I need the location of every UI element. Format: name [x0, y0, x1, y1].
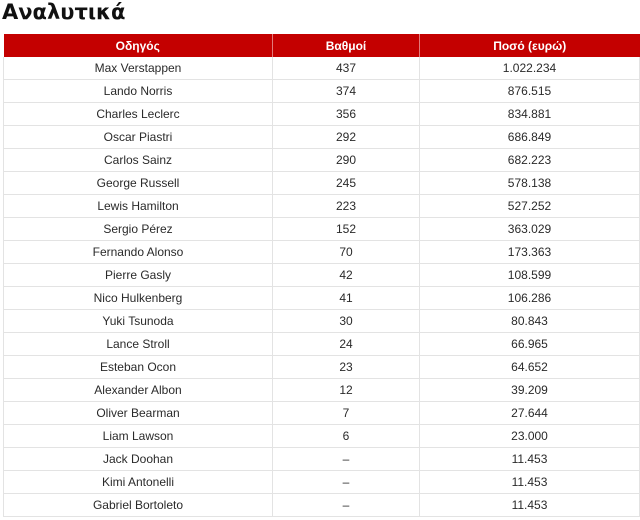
points-cell: 23: [273, 356, 420, 379]
points-cell: 152: [273, 218, 420, 241]
points-cell: 6: [273, 425, 420, 448]
amount-cell: 64.652: [420, 356, 640, 379]
amount-cell: 106.286: [420, 287, 640, 310]
amount-cell: 11.453: [420, 494, 640, 517]
driver-cell: Sergio Pérez: [4, 218, 273, 241]
column-header-driver: Οδηγός: [4, 34, 273, 57]
driver-cell: George Russell: [4, 172, 273, 195]
table-row: [4, 425, 640, 448]
points-cell: 245: [273, 172, 420, 195]
amount-cell: 108.599: [420, 264, 640, 287]
points-cell: –: [273, 448, 420, 471]
amount-cell: 578.138: [420, 172, 640, 195]
points-cell: –: [273, 471, 420, 494]
table-row: [4, 448, 640, 471]
column-header-amount: Ποσό (ευρώ): [420, 34, 640, 57]
table-row: [4, 264, 640, 287]
points-cell: 223: [273, 195, 420, 218]
table-row: [4, 218, 640, 241]
points-cell: 290: [273, 149, 420, 172]
table-row: [4, 356, 640, 379]
points-cell: 374: [273, 80, 420, 103]
table-row: [4, 494, 640, 517]
points-cell: 437: [273, 57, 420, 80]
table-row: [4, 379, 640, 402]
amount-cell: 80.843: [420, 310, 640, 333]
driver-cell: Kimi Antonelli: [4, 471, 273, 494]
table-body: [4, 57, 640, 517]
table-row: [4, 149, 640, 172]
table-row: [4, 57, 640, 80]
table-row: [4, 402, 640, 425]
driver-cell: Oliver Bearman: [4, 402, 273, 425]
points-cell: 24: [273, 333, 420, 356]
driver-cell: Fernando Alonso: [4, 241, 273, 264]
driver-cell: Esteban Ocon: [4, 356, 273, 379]
table-row: [4, 287, 640, 310]
driver-cell: Yuki Tsunoda: [4, 310, 273, 333]
amount-cell: 173.363: [420, 241, 640, 264]
table-row: [4, 172, 640, 195]
points-cell: 30: [273, 310, 420, 333]
amount-cell: 27.644: [420, 402, 640, 425]
driver-cell: Oscar Piastri: [4, 126, 273, 149]
amount-cell: 834.881: [420, 103, 640, 126]
table-row: [4, 471, 640, 494]
driver-cell: Gabriel Bortoleto: [4, 494, 273, 517]
table-row: [4, 333, 640, 356]
driver-cell: Alexander Albon: [4, 379, 273, 402]
driver-cell: Liam Lawson: [4, 425, 273, 448]
driver-cell: Nico Hulkenberg: [4, 287, 273, 310]
amount-cell: 363.029: [420, 218, 640, 241]
header-row: [4, 34, 640, 57]
page-title: Αναλυτικά: [2, 0, 126, 24]
results-table: [3, 34, 640, 517]
points-cell: –: [273, 494, 420, 517]
points-cell: 41: [273, 287, 420, 310]
table-row: [4, 80, 640, 103]
table-row: [4, 241, 640, 264]
amount-cell: 11.453: [420, 448, 640, 471]
driver-cell: Lance Stroll: [4, 333, 273, 356]
table-header: [4, 34, 640, 57]
amount-cell: 1.022.234: [420, 57, 640, 80]
amount-cell: 682.223: [420, 149, 640, 172]
points-cell: 70: [273, 241, 420, 264]
points-cell: 7: [273, 402, 420, 425]
column-header-points: Βαθμοί: [273, 34, 420, 57]
amount-cell: 686.849: [420, 126, 640, 149]
driver-cell: Max Verstappen: [4, 57, 273, 80]
table-row: [4, 126, 640, 149]
amount-cell: 66.965: [420, 333, 640, 356]
amount-cell: 39.209: [420, 379, 640, 402]
table-row: [4, 103, 640, 126]
points-cell: 356: [273, 103, 420, 126]
driver-cell: Pierre Gasly: [4, 264, 273, 287]
driver-cell: Jack Doohan: [4, 448, 273, 471]
driver-cell: Lewis Hamilton: [4, 195, 273, 218]
points-cell: 12: [273, 379, 420, 402]
driver-cell: Charles Leclerc: [4, 103, 273, 126]
driver-cell: Carlos Sainz: [4, 149, 273, 172]
driver-cell: Lando Norris: [4, 80, 273, 103]
table-row: [4, 310, 640, 333]
amount-cell: 11.453: [420, 471, 640, 494]
amount-cell: 876.515: [420, 80, 640, 103]
points-cell: 292: [273, 126, 420, 149]
points-cell: 42: [273, 264, 420, 287]
amount-cell: 23.000: [420, 425, 640, 448]
amount-cell: 527.252: [420, 195, 640, 218]
table-row: [4, 195, 640, 218]
